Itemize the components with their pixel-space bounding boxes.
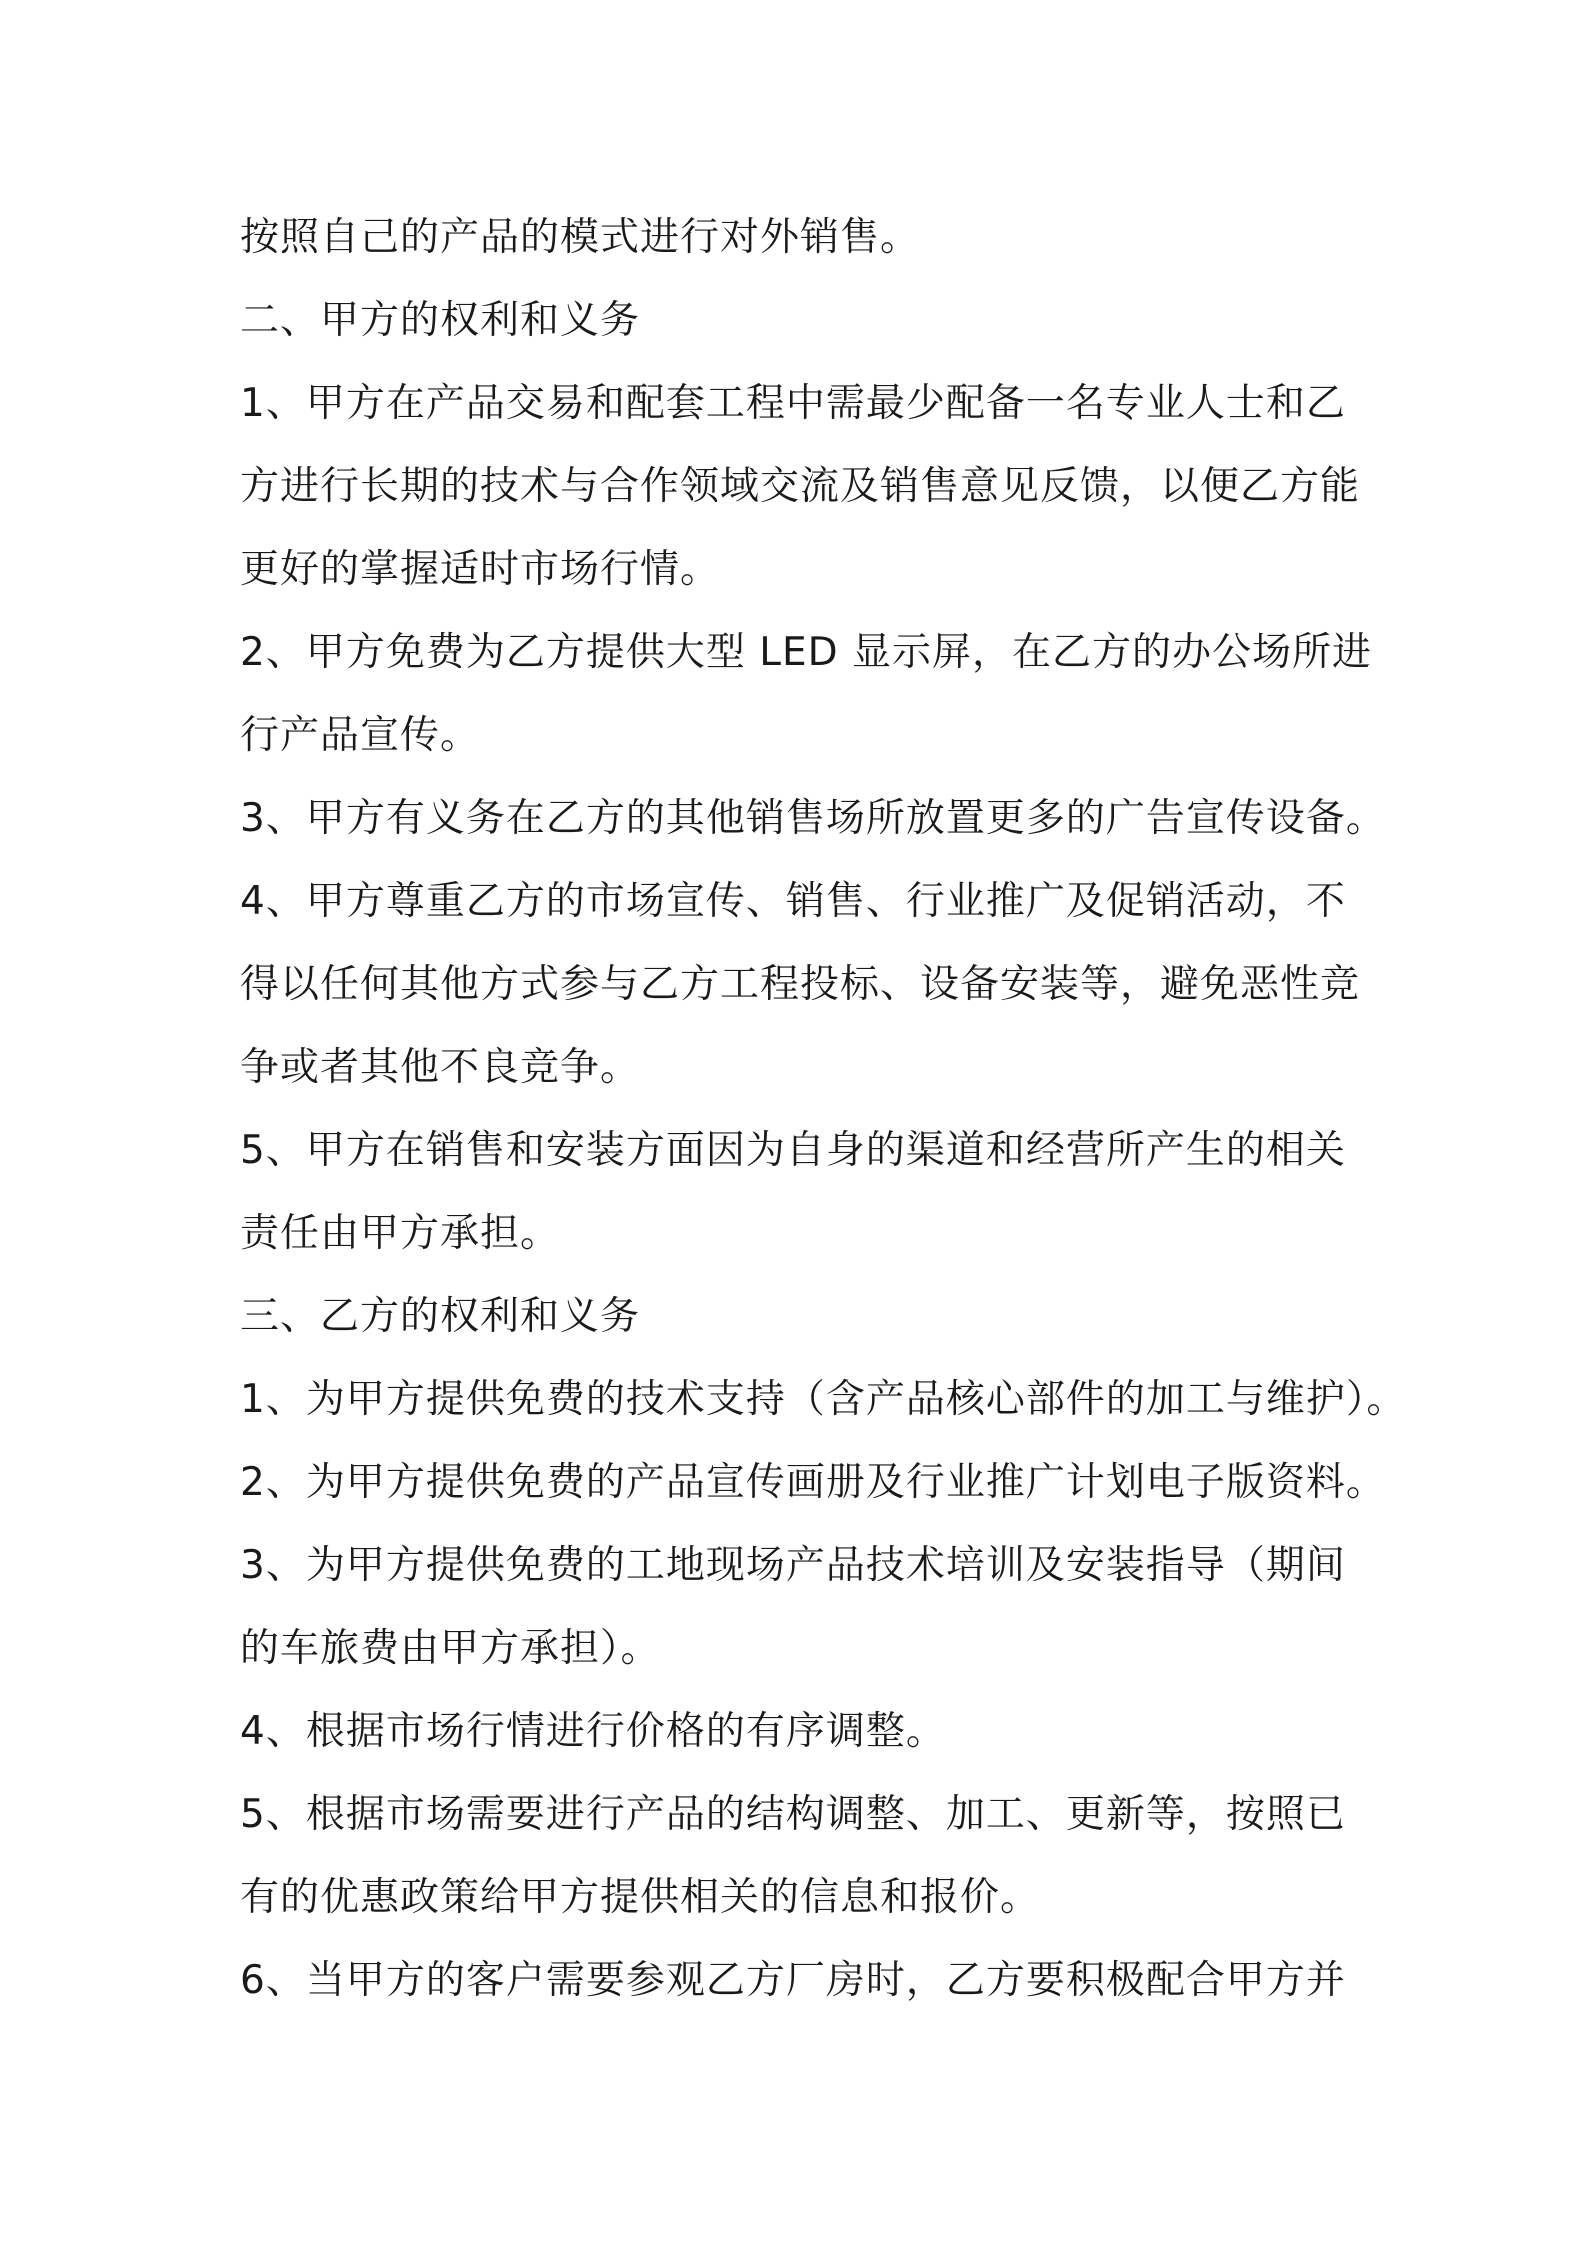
document-body <box>240 196 1407 2022</box>
text-line: 争或者其他不良竞争。 <box>240 1045 641 1090</box>
text-line: 行产品宣传。 <box>240 713 481 758</box>
text-line: 的车旅费由甲方承担）。 <box>240 1626 661 1671</box>
section-heading-party-b: 三、乙方的权利和义务 <box>240 1294 641 1339</box>
text-line: 更好的掌握适时市场行情。 <box>240 547 721 592</box>
text-line: 按照自己的产品的模式进行对外销售。 <box>240 215 921 260</box>
text-line: 方进行长期的技术与合作领域交流及销售意见反馈，以便乙方能 <box>240 464 1361 509</box>
text-line: 5、甲方在销售和安装方面因为自身的渠道和经营所产生的相关 <box>240 1128 1346 1173</box>
text-line: 3、为甲方提供免费的工地现场产品技术培训及安装指导（期间 <box>240 1543 1346 1588</box>
text-line: 有的优惠政策给甲方提供相关的信息和报价。 <box>240 1875 1041 1920</box>
text-line: 1、为甲方提供免费的技术支持（含产品核心部件的加工与维护）。 <box>240 1377 1407 1422</box>
text-line: 2、为甲方提供免费的产品宣传画册及行业推广计划电子版资料。 <box>240 1460 1386 1505</box>
text-line: 1、甲方在产品交易和配套工程中需最少配备一名专业人士和乙 <box>240 381 1346 426</box>
text-line: 得以任何其他方式参与乙方工程投标、设备安装等，避免恶性竞 <box>240 962 1361 1007</box>
text-line: 4、根据市场行情进行价格的有序调整。 <box>240 1709 946 1754</box>
text-line: 2、甲方免费为乙方提供大型 LED 显示屏，在乙方的办公场所进 <box>240 630 1373 675</box>
text-line: 3、甲方有义务在乙方的其他销售场所放置更多的广告宣传设备。 <box>240 796 1386 841</box>
text-line: 5、根据市场需要进行产品的结构调整、加工、更新等，按照已 <box>240 1792 1346 1837</box>
section-heading-party-a: 二、甲方的权利和义务 <box>240 298 641 343</box>
text-line: 4、甲方尊重乙方的市场宣传、销售、行业推广及促销活动，不 <box>240 879 1346 924</box>
text-line: 责任由甲方承担。 <box>240 1211 561 1256</box>
text-line: 6、当甲方的客户需要参观乙方厂房时，乙方要积极配合甲方并 <box>240 1958 1346 2003</box>
